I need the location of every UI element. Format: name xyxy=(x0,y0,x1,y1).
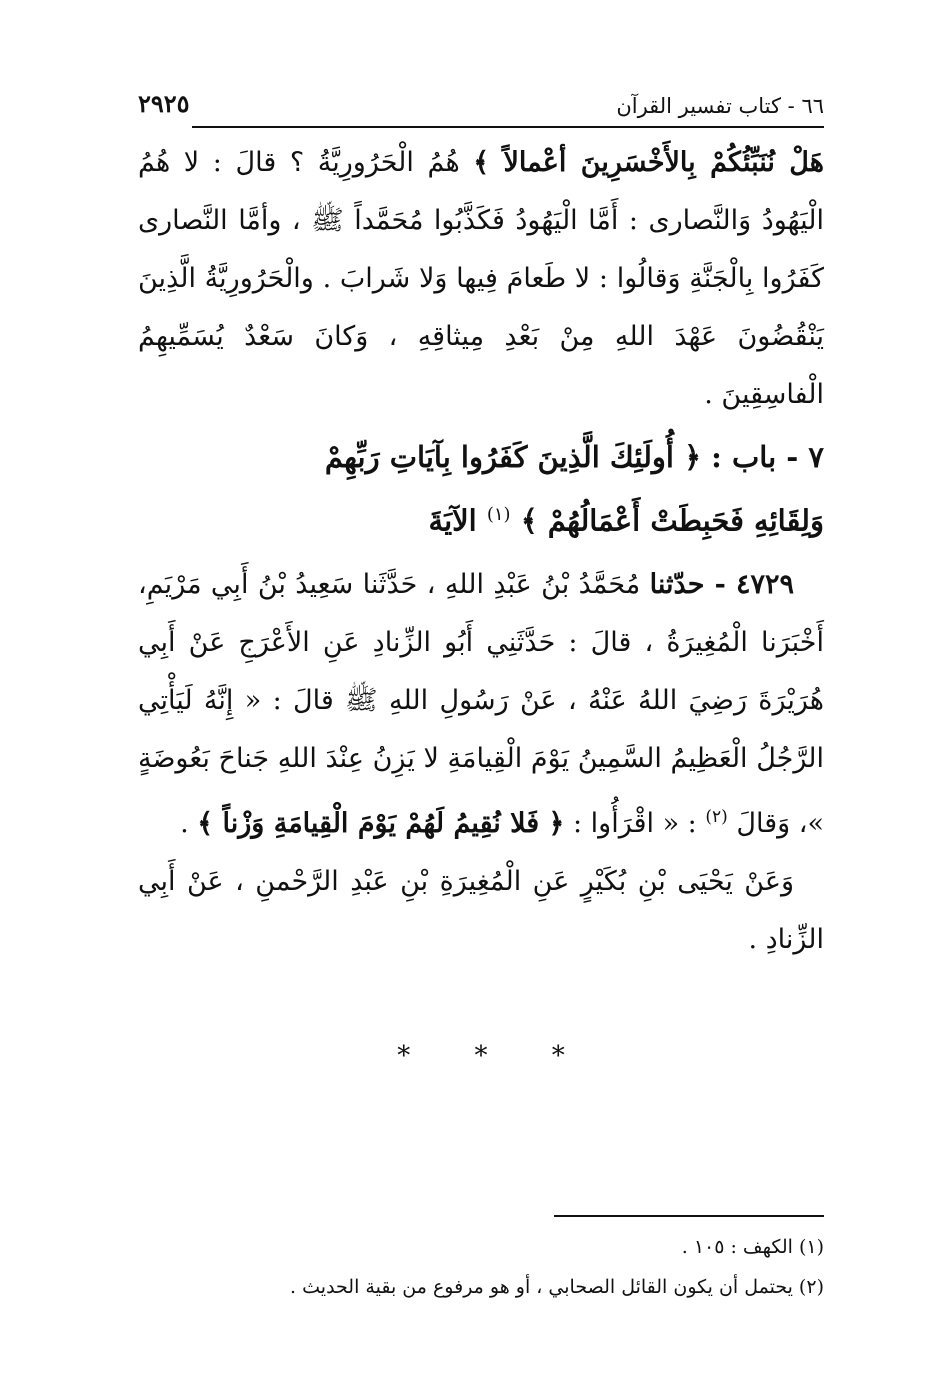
page-number: ٢٩٢٥ xyxy=(138,89,190,118)
quran-quote: هَلْ نُنَبِّئُكُمْ بِالأَخْسَرِينَ أعْمالاً ﴾ xyxy=(473,147,824,178)
header-rule xyxy=(192,126,824,128)
chain-paragraph: وَعَنْ يَحْيَى بْنِ بُكَيْرٍ عَنِ الْمُغِيرَةِ بْنِ عَبْدِ الرَّحْمنِ ، عَنْ أَبِي الزِّنادِ . xyxy=(138,865,824,955)
chapter-heading xyxy=(138,428,824,550)
footnote-1: (١) الكهف : ١٠٥ . xyxy=(681,1236,824,1258)
hadith-text-3: . xyxy=(180,807,198,839)
book-page xyxy=(138,78,824,1071)
hadith-text-1: مُحَمَّدُ بْنُ عَبْدِ اللهِ ، حَدَّثَنا سَعِيدُ بْنُ أَبِي مَرْيَمِ، أَخْبَرَنا الْمُغِيرَةُ ، قالَ : حَدَّثَنِي أَبُو الزِّنادِ عَنِ الأَعْرَجِ عَنْ أَبِي هُرَيْرَةَ رَضِيَ اللهُ عَنْهُ ، عَنْ رَسُولِ اللهِ ﷺ قالَ : « إِنَّهُ لَيَأْتِي الرَّجُلُ الْعَظِيمُ السَّمِينُ يَوْمَ الْقِيامَةِ لا يَزِنُ عِنْدَ اللهِ جَناحَ بَعُوضَةٍ »، وَقالَ xyxy=(138,568,824,839)
footnote-mark-1: (١) xyxy=(486,504,511,525)
footnote-rule xyxy=(554,1215,824,1217)
running-header xyxy=(138,78,824,118)
paragraph-commentary xyxy=(138,134,824,424)
chapter-title: ٦٦ - كتاب تفسير القرآن xyxy=(616,94,824,118)
separator-star: * xyxy=(397,1040,411,1071)
separator-star: * xyxy=(551,1040,565,1071)
commentary-text: هُمُ الْحَرُورِيَّةُ ؟ قالَ : لا هُمُ الْيَهُودُ وَالنَّصارى : أَمَّا الْيَهُودُ فَكَذَّبُوا مُحَمَّداً ﷺ ، وأمَّا النَّصارى كَفَرُوا بِالْجَنَّةِ وَقالُوا : لا طَعامَ فِيها وَلا شَرابَ . والْحَرُورِيَّةُ الَّذِينَ يَنْقُضُونَ عَهْدَ اللهِ مِنْ بَعْدِ مِيثاقِهِ ، وَكانَ سَعْدٌ يُسَمِّيهِمُ الْفاسِقِينَ . xyxy=(138,147,824,410)
hadith-number: ٤٧٢٩ - حدّثنا xyxy=(649,568,794,600)
main-text xyxy=(138,134,824,969)
heading-line-2 xyxy=(138,486,824,550)
heading-line-2-text: وَلِقَائِهِ فَحَبِطَتْ أَعْمَالُهُمْ ﴾ xyxy=(520,503,824,538)
section-separator xyxy=(138,1041,824,1071)
footnote-mark-2: (٢) xyxy=(705,806,728,827)
hadith-quran-quote: ﴿ فَلا نُقِيمُ لَهُمْ يَوْمَ الْقِيامَةِ وَزْناً ﴾ xyxy=(197,807,565,839)
footnote-2: (٢) يحتمل أن يكون القائل الصحابي ، أو هو مرفوع من بقية الحديث . xyxy=(290,1276,824,1298)
separator-star: * xyxy=(474,1040,488,1071)
hadith-paragraph xyxy=(138,556,824,853)
heading-line-1: ٧ - باب : ﴿ أُولَئِكَ الَّذِينَ كَفَرُوا بِآيَاتِ رَبِّهِمْ xyxy=(324,440,824,474)
footnotes xyxy=(138,1215,824,1307)
heading-suffix: الآيَةَ xyxy=(428,503,477,538)
hadith-text-2: : « اقْرَأُوا : xyxy=(564,807,706,839)
